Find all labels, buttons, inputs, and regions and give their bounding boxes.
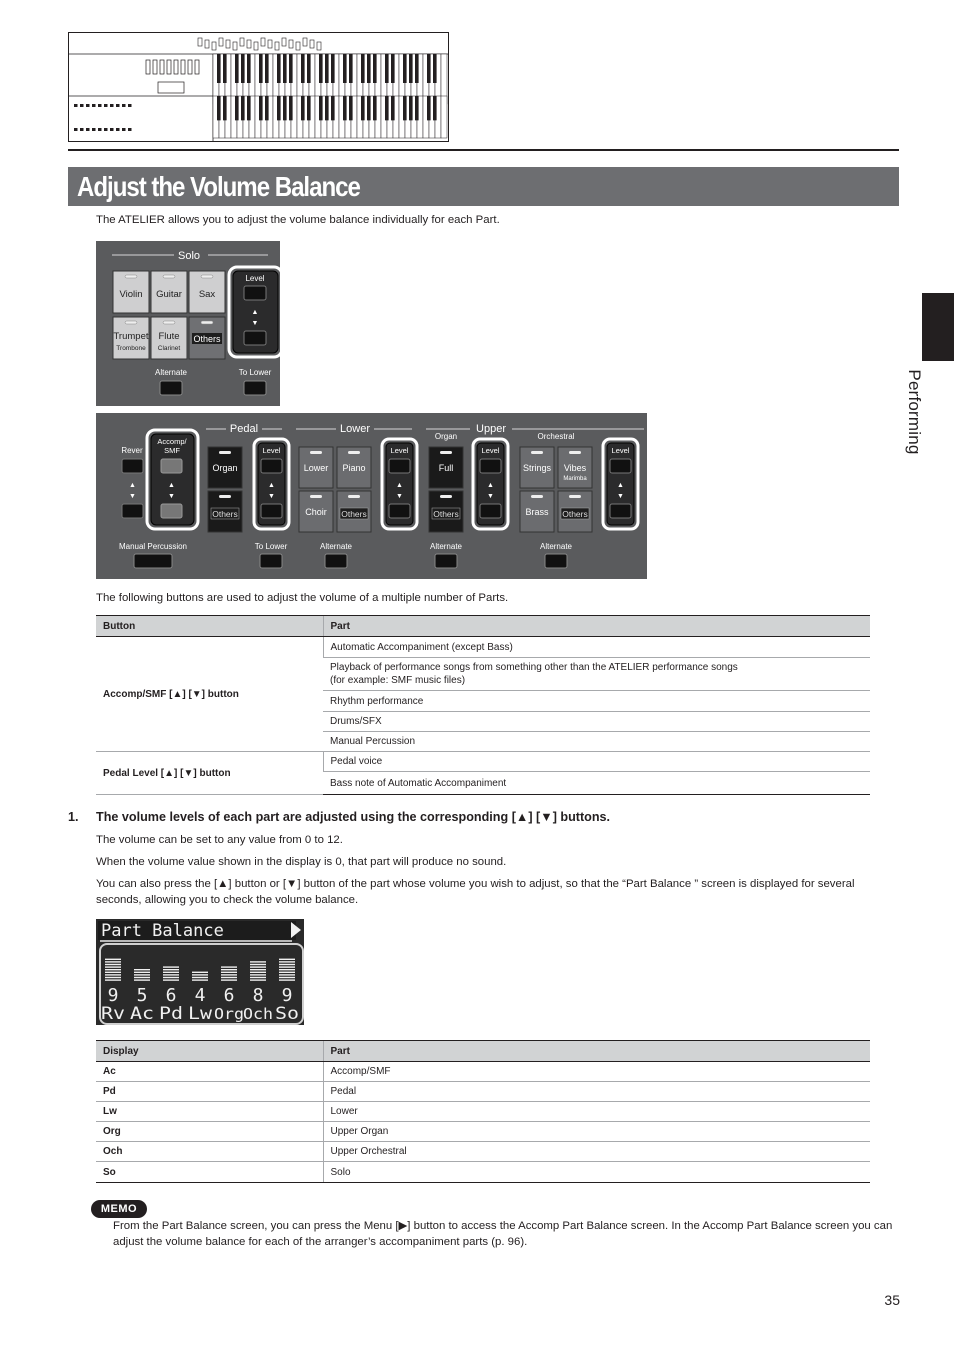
level-bar-segment	[279, 969, 295, 970]
black-key	[343, 54, 347, 83]
black-key	[349, 54, 353, 83]
table1-part-cell: Automatic Accompaniment (except Bass)	[323, 637, 870, 658]
button-indicator-lamp	[440, 495, 452, 498]
level-bar-segment	[279, 964, 295, 965]
level-bar-segment	[105, 979, 121, 980]
down-arrow-icon: ▼	[168, 493, 175, 500]
voice-button-label: Others	[341, 509, 367, 519]
level-up-button	[480, 459, 501, 473]
panel-button	[92, 104, 96, 107]
table2-display-cell: Org	[96, 1122, 323, 1142]
level-bar-segment	[105, 961, 121, 962]
svg-text:▼: ▼	[251, 320, 259, 327]
black-key	[325, 96, 329, 120]
solo-button-sublabel: Trombone	[116, 345, 146, 352]
level-bar-segment	[134, 979, 150, 980]
voice-button-label: Lower	[303, 463, 329, 473]
black-key	[361, 54, 365, 83]
solo-button-label: Violin	[119, 289, 143, 300]
level-down-button	[261, 504, 282, 518]
level-bar-segment	[134, 974, 150, 975]
black-key	[241, 96, 245, 120]
level-bar-segment	[105, 959, 121, 960]
level-bar-segment	[105, 972, 121, 973]
page-number: 35	[884, 1292, 900, 1308]
level-bar-segment	[105, 966, 121, 967]
black-key	[241, 54, 245, 83]
svg-text:▲: ▲	[251, 309, 259, 316]
memo-badge: MEMO	[92, 1201, 146, 1217]
part-abbreviation: Ac	[130, 1004, 154, 1024]
panel-button	[80, 104, 84, 107]
step-heading: The volume levels of each part are adjusted using the corresponding [▲] [▼] buttons.	[96, 810, 611, 824]
level-bar-segment	[192, 979, 208, 980]
button-indicator-lamp	[125, 275, 137, 278]
voice-button-label: Vibes	[563, 463, 587, 473]
part-abbreviation: Rv	[101, 1004, 125, 1024]
panel-button	[74, 104, 78, 107]
black-key	[325, 54, 329, 83]
button-indicator-lamp	[569, 495, 581, 498]
solo-button-sublabel: Clarinet	[157, 345, 181, 352]
button-indicator-lamp	[531, 495, 543, 498]
panel-button	[80, 128, 84, 131]
table1-accomp-button-cell: Accomp/SMF [▲] [▼] button	[96, 637, 323, 752]
accomp-down-button	[161, 504, 182, 518]
lcd-title: Part Balance	[101, 921, 224, 941]
level-bar-segment	[192, 974, 208, 975]
black-key	[265, 54, 269, 83]
step-paragraph: The volume can be set to any value from 0 to 12.	[96, 834, 343, 846]
level-bar-segment	[163, 974, 179, 975]
black-key	[391, 54, 395, 83]
level-bar-segment	[163, 977, 179, 978]
panel-button	[116, 128, 120, 131]
black-key	[259, 96, 263, 120]
button-indicator-lamp	[440, 451, 452, 454]
level-bar-segment	[192, 972, 208, 973]
up-arrow-icon: ▲	[168, 482, 175, 489]
multi-parts-intro: The following buttons are used to adjust the volume of a multiple number of Parts.	[96, 592, 509, 604]
panel-button	[86, 104, 90, 107]
button-indicator-lamp	[569, 451, 581, 454]
level-value: 6	[165, 985, 177, 1006]
chapter-tab-marker	[922, 293, 954, 361]
table2-part-cell: Upper Orchestral	[323, 1142, 870, 1162]
organ-keyboard-illustration	[68, 32, 449, 142]
panel-button	[128, 128, 132, 131]
table1-part-line: (for example: SMF music files)	[330, 675, 466, 686]
level-bar-segment	[250, 974, 266, 975]
black-key	[343, 96, 347, 120]
upper-section-label: Upper	[476, 423, 506, 435]
black-key	[217, 54, 221, 83]
panel-button	[110, 104, 114, 107]
down-arrow-icon: ▼	[268, 493, 275, 500]
level-bar-segment	[134, 969, 150, 970]
solo-button-label: Sax	[198, 289, 216, 300]
button-indicator-lamp	[348, 451, 360, 454]
part-abbreviation: Lw	[188, 1004, 213, 1024]
part-buttons-panel-illustration	[96, 413, 647, 579]
page-title: Adjust the Volume Balance	[77, 171, 360, 202]
level-bar-segment	[221, 969, 237, 970]
manual-percussion-label: Manual Percussion	[118, 542, 188, 551]
panel-button	[92, 128, 96, 131]
down-arrow-icon: ▼	[396, 493, 403, 500]
level-up-button	[261, 459, 282, 473]
white-key	[441, 96, 447, 138]
reverb-up-button	[122, 459, 143, 473]
level-label: Level	[611, 446, 630, 455]
button-indicator-lamp	[310, 495, 322, 498]
panel-button	[98, 128, 102, 131]
step-paragraph: When the volume value shown in the display is 0, that part will produce no sound.	[96, 856, 507, 868]
voice-button-label: Others	[433, 509, 459, 519]
level-bar-segment	[105, 977, 121, 978]
table2-part-cell: Solo	[323, 1162, 870, 1183]
solo-button-label: Guitar	[156, 289, 182, 300]
level-bar-segment	[279, 961, 295, 962]
level-bar-segment	[279, 979, 295, 980]
part-abbreviation: Pd	[159, 1004, 183, 1024]
voice-button-label: Organ	[212, 463, 238, 473]
black-key	[409, 54, 413, 83]
panel-button	[116, 104, 120, 107]
pedal-section-label: Pedal	[229, 423, 259, 435]
black-key	[289, 54, 293, 83]
smf-label: SMF	[164, 446, 180, 455]
black-key	[265, 96, 269, 120]
black-key	[223, 54, 227, 83]
level-down-button	[610, 504, 631, 518]
table1-part-cell: Bass note of Automatic Accompaniment	[323, 772, 870, 795]
black-key	[319, 96, 323, 120]
reverb-label: Rever	[121, 446, 143, 455]
black-key	[217, 96, 221, 120]
black-key	[361, 96, 365, 120]
black-key	[301, 54, 305, 83]
black-key	[247, 96, 251, 120]
level-bar-segment	[279, 977, 295, 978]
level-bar-segment	[192, 977, 208, 978]
part-abbreviation: Org	[214, 1005, 244, 1023]
level-bar-segment	[134, 972, 150, 973]
level-bar-segment	[221, 974, 237, 975]
black-key	[331, 54, 335, 83]
black-key	[427, 54, 431, 83]
level-bar-segment	[221, 972, 237, 973]
step-number: 1.	[68, 810, 79, 824]
button-indicator-lamp	[201, 275, 213, 278]
black-key	[301, 96, 305, 120]
level-value: 9	[281, 985, 293, 1006]
down-arrow-icon: ▼	[617, 493, 624, 500]
black-key	[283, 96, 287, 120]
part-balance-display	[96, 919, 306, 1029]
black-key	[247, 54, 251, 83]
level-down-button	[480, 504, 501, 518]
solo-alternate-label: Alternate	[154, 368, 188, 377]
part-abbreviation: So	[275, 1004, 299, 1024]
solo-button-label: Others	[193, 334, 221, 344]
table2-display-cell: So	[96, 1162, 323, 1183]
level-down-button	[389, 504, 410, 518]
black-key	[427, 96, 431, 120]
up-arrow-icon: ▲	[268, 482, 275, 489]
level-bar-segment	[105, 964, 121, 965]
panel-button	[74, 128, 78, 131]
display-abbreviation-table	[96, 1040, 870, 1183]
black-key	[277, 54, 281, 83]
level-bar-segment	[250, 979, 266, 980]
solo-level-label: Level	[245, 274, 265, 283]
level-bar-segment	[163, 972, 179, 973]
level-value: 9	[107, 985, 119, 1006]
black-key	[289, 96, 293, 120]
black-key	[403, 96, 407, 120]
table2-part-cell: Lower	[323, 1102, 870, 1122]
panel-button	[128, 104, 132, 107]
black-key	[391, 96, 395, 120]
table1-part-cell: Manual Percussion	[323, 732, 870, 752]
level-bar-segment	[163, 969, 179, 970]
level-bar-segment	[250, 961, 266, 962]
step-paragraph: You can also press the [▲] button or [▼] button of the part whose volume you wish to adjust, so that the “Part Balance ” screen is displayed for several seconds, allowing you to check the volume balance.	[96, 878, 855, 906]
level-value: 5	[136, 985, 148, 1006]
level-up-button	[610, 459, 631, 473]
black-key	[403, 54, 407, 83]
up-arrow-icon: ▲	[396, 482, 403, 489]
solo-section-label: Solo	[177, 250, 201, 262]
black-key	[409, 96, 413, 120]
button-indicator-lamp	[219, 495, 231, 498]
black-key	[385, 54, 389, 83]
black-key	[349, 96, 353, 120]
level-bar-segment	[221, 966, 237, 967]
level-bar-segment	[250, 977, 266, 978]
black-key	[319, 54, 323, 83]
black-key	[331, 96, 335, 120]
black-key	[367, 96, 371, 120]
voice-button-label: Piano	[342, 463, 366, 473]
button-indicator-lamp	[219, 451, 231, 454]
level-bar-segment	[250, 966, 266, 967]
black-key	[385, 96, 389, 120]
table1-part-cell: Drums/SFX	[323, 712, 870, 732]
panel-button	[98, 104, 102, 107]
voice-button-label: Others	[212, 509, 238, 519]
table2-display-cell: Pd	[96, 1082, 323, 1102]
table2-part-cell: Pedal	[323, 1082, 870, 1102]
accomp-label: Accomp/	[157, 437, 187, 446]
level-label: Level	[481, 446, 500, 455]
multi-part-buttons-table	[96, 615, 870, 795]
table2-display-cell: Ac	[96, 1062, 323, 1082]
voice-button-sublabel: Marimba	[563, 476, 587, 482]
level-value: 4	[194, 985, 206, 1006]
button-indicator-lamp	[163, 321, 175, 324]
black-key	[283, 54, 287, 83]
down-arrow-icon: ▼	[487, 493, 494, 500]
voice-button-label: Choir	[305, 507, 327, 517]
solo-to-lower-label: To Lower	[238, 368, 272, 377]
orchestral-alternate-label: Alternate	[539, 542, 573, 551]
button-indicator-lamp	[125, 321, 137, 324]
panel-button	[104, 128, 108, 131]
black-key	[433, 54, 437, 83]
up-arrow-icon: ▲	[617, 482, 624, 489]
level-up-button	[389, 459, 410, 473]
level-bar-segment	[250, 964, 266, 965]
level-bar-segment	[250, 972, 266, 973]
voice-button-label: Others	[562, 509, 588, 519]
level-value: 8	[252, 985, 264, 1006]
table1-part-line: Playback of performance songs from something other than the ATELIER performance songs	[330, 661, 738, 673]
table1-part-cell: Rhythm performance	[323, 691, 870, 712]
button-indicator-lamp	[348, 495, 360, 498]
level-label: Level	[390, 446, 409, 455]
down-arrow-icon: ▼	[129, 493, 136, 500]
level-bar-segment	[163, 966, 179, 967]
panel-button	[122, 104, 126, 107]
button-indicator-lamp	[531, 451, 543, 454]
organ-alternate-label: Alternate	[429, 542, 463, 551]
solo-button-label: Trumpet	[113, 331, 149, 342]
table2-header-display: Display	[96, 1041, 323, 1062]
level-label: Level	[262, 446, 281, 455]
black-key	[373, 54, 377, 83]
lower-alternate-label: Alternate	[319, 542, 353, 551]
level-bar-segment	[163, 979, 179, 980]
table2-display-cell: Och	[96, 1142, 323, 1162]
voice-button-label: Strings	[522, 463, 552, 473]
table1-part-cell: Pedal voice	[323, 752, 870, 772]
level-bar-segment	[221, 979, 237, 980]
memo-text: From the Part Balance screen, you can press the Menu [▶] button to access the Accomp Part Balance screen. In the Accomp Part Balance screen you can adjust the volume balance for each of the arranger’s accompaniment parts (p. 96).	[113, 1220, 893, 1248]
pedal-to-lower-label: To Lower	[254, 542, 288, 551]
table2-part-cell: Accomp/SMF	[323, 1062, 870, 1082]
black-key	[373, 96, 377, 120]
panel-button	[110, 128, 114, 131]
table2-header-part: Part	[323, 1041, 870, 1062]
panel-button	[104, 104, 108, 107]
lower-section-label: Lower	[340, 423, 370, 435]
accomp-up-button	[161, 459, 182, 473]
button-indicator-lamp	[310, 451, 322, 454]
level-bar-segment	[279, 972, 295, 973]
part-abbreviation: Och	[243, 1005, 273, 1023]
black-key	[415, 54, 419, 83]
black-key	[277, 96, 281, 120]
voice-button-label: Full	[438, 463, 454, 473]
header-rule	[68, 149, 899, 151]
table2-part-cell: Upper Organ	[323, 1122, 870, 1142]
table2-display-cell: Lw	[96, 1102, 323, 1122]
table1-header-part: Part	[323, 616, 870, 637]
black-key	[433, 96, 437, 120]
level-bar-segment	[134, 977, 150, 978]
level-bar-segment	[105, 969, 121, 970]
level-bar-segment	[221, 977, 237, 978]
up-arrow-icon: ▲	[487, 482, 494, 489]
level-bar-segment	[105, 974, 121, 975]
voice-button-label: Brass	[525, 507, 549, 517]
level-bar-segment	[279, 959, 295, 960]
level-value: 6	[223, 985, 235, 1006]
intro-text: The ATELIER allows you to adjust the volume balance individually for each Part.	[96, 214, 500, 226]
black-key	[235, 54, 239, 83]
panel-button	[86, 128, 90, 131]
organ-subsection-label: Organ	[434, 432, 458, 441]
black-key	[367, 54, 371, 83]
level-bar-segment	[279, 966, 295, 967]
black-key	[223, 96, 227, 120]
panel-button	[122, 128, 126, 131]
reverb-down-button	[122, 504, 143, 518]
level-bar-segment	[279, 974, 295, 975]
chapter-tab-label: Performing	[905, 369, 924, 455]
black-key	[235, 96, 239, 120]
black-key	[415, 96, 419, 120]
section-title-bar	[68, 167, 899, 206]
solo-panel-illustration	[96, 241, 280, 406]
button-indicator-lamp	[163, 275, 175, 278]
black-key	[307, 96, 311, 120]
black-key	[307, 54, 311, 83]
table1-header-button: Button	[96, 616, 323, 637]
solo-button-label: Flute	[158, 331, 180, 342]
table1-pedal-button-cell: Pedal Level [▲] [▼] button	[96, 752, 323, 795]
level-bar-segment	[250, 969, 266, 970]
table1-part-cell	[323, 658, 870, 691]
orchestral-subsection-label: Orchestral	[537, 432, 575, 441]
button-indicator-lamp	[201, 321, 213, 324]
up-arrow-icon: ▲	[129, 482, 136, 489]
black-key	[259, 54, 263, 83]
